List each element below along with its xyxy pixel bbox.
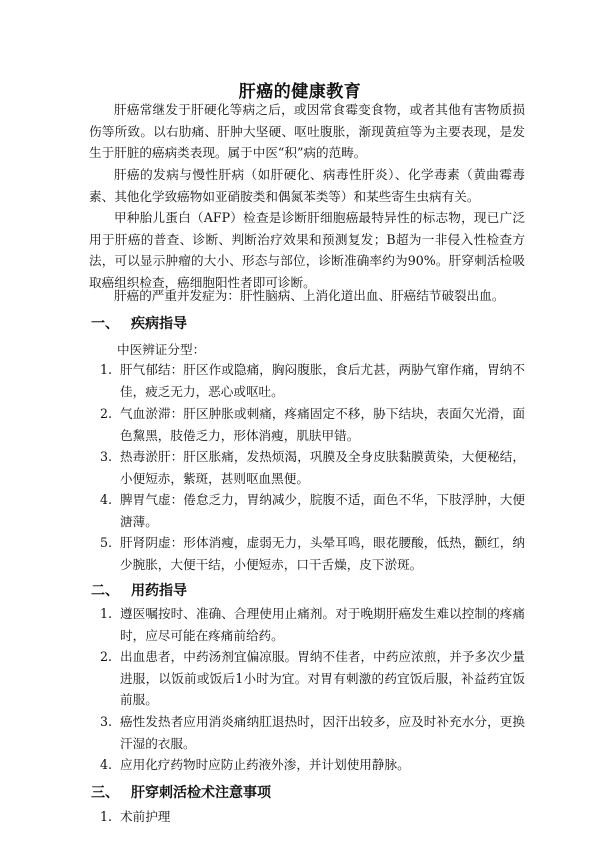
list-item-number: 3. <box>100 714 113 729</box>
intro-paragraph: 肝癌的发病与慢性肝病（如肝硬化、病毒性肝炎）、化学毒素（黄曲霉毒素、其他化学致癌物如亚硝胺类和偶氮苯类等）和某些寄生虫病有关。 <box>89 167 525 204</box>
list-item <box>100 403 525 446</box>
list-item <box>100 446 525 489</box>
list-item <box>100 711 525 754</box>
intro-paragraph: 肝癌常继发于肝硬化等病之后，或因常食霉变食物，或者其他有害物质损伤等所致。以右肋痛、肝肿大坚硬、呕吐腹胀，渐现黄疸等为主要表现，是发生于肝脏的癌病类表现。属于中医“积”病的范畴。 <box>89 102 525 160</box>
list-item-text: 术前护理 <box>120 809 171 824</box>
list-item-text: 出血患者，中药汤剂宜偏凉服。胃纳不佳者，中药应浓煎，并予多次少量进服，以饭前或饭后1小时为宜。对胃有刺激的药宜饭后服，补益药宜饭前服。 <box>120 649 525 707</box>
section-title: 用药指导 <box>131 583 187 599</box>
list-item <box>100 646 525 711</box>
list-item-number: 4. <box>100 757 113 772</box>
section-title: 肝穿刺活检术注意事项 <box>131 785 271 801</box>
list-item <box>100 603 525 646</box>
section-number: 三、 <box>91 785 119 801</box>
section-heading <box>91 782 271 802</box>
list-item-text: 脾胃气虚：倦怠乏力，胃纳减少，脘腹不适，面色不华，下肢浮肿，大便溏薄。 <box>120 492 525 529</box>
list-item-text: 遵医嘱按时、准确、合理使用止痛剂。对于晚期肝癌发生难以控制的疼痛时，应尽可能在疼痛前给药。 <box>120 606 525 643</box>
list-item <box>100 532 525 575</box>
list-item <box>100 489 525 532</box>
list-item-text: 癌性发热者应用消炎痛纳肛退热时，因汗出较多，应及时补充水分，更换汗湿的衣服。 <box>120 714 525 751</box>
list-item-number: 1. <box>100 809 113 824</box>
section-number: 二、 <box>91 583 119 599</box>
list-item-number: 3. <box>100 449 113 464</box>
section-number: 一、 <box>91 316 119 332</box>
list-item-text: 应用化疗药物时应防止药液外渗，并计划使用静脉。 <box>120 757 410 772</box>
section-heading <box>91 580 187 600</box>
subsection-label: 中医辨证分型： <box>117 342 206 357</box>
page-title: 肝癌的健康教育 <box>238 82 362 102</box>
list-item-number: 1. <box>100 606 113 621</box>
list-item <box>100 806 525 828</box>
list-item-number: 4. <box>100 492 113 507</box>
list-item-number: 1. <box>100 362 113 377</box>
list-item-text: 气血淤滞：肝区肿胀或刺痛，疼痛固定不移，胁下结块，表面欠光滑，面色黧黑，肢倦乏力，形体消瘦，肌肤甲错。 <box>120 406 525 443</box>
list-item <box>100 754 525 776</box>
list-item-text: 肝肾阴虚：形体消瘦，虚弱无力，头晕耳鸣，眼花腰酸，低热，颧红，纳少腕胀，大便干结，小便短赤，口干舌燥，皮下淤斑。 <box>120 535 525 572</box>
intro-paragraph: 甲种胎儿蛋白（AFP）检查是诊断肝细胞癌最特异性的标志物，现已广泛用于肝癌的普查、诊断、判断治疗效果和预测复发；B超为一非侵入性检查方法，可以显示肿瘤的大小、形态与部位，诊断准确率约为90%。肝穿刺活检吸取癌组织检查，癌细胞阳性者即可诊断。 <box>89 210 525 290</box>
list-item-number: 2. <box>100 649 113 664</box>
intro-paragraph: 肝癌的严重并发症为：肝性脑病、上消化道出血、肝癌结节破裂出血。 <box>114 288 505 303</box>
section-title: 疾病指导 <box>131 316 187 332</box>
list-item-number: 2. <box>100 406 113 421</box>
list-item <box>100 359 525 402</box>
list-item-text: 肝气郁结：肝区作或隐痛，胸闷腹胀，食后尤甚，两胁气窜作痛，胃纳不佳，疲乏无力，恶心或呕吐。 <box>120 362 525 399</box>
list-item-text: 热毒淤肝：肝区胀痛，发热烦渴，巩膜及全身皮肤黏膜黄染，大便秘结，小便短赤，紫斑，甚则呕血黑便。 <box>120 449 525 486</box>
section-heading <box>91 313 187 333</box>
list-item-number: 5. <box>100 535 113 550</box>
